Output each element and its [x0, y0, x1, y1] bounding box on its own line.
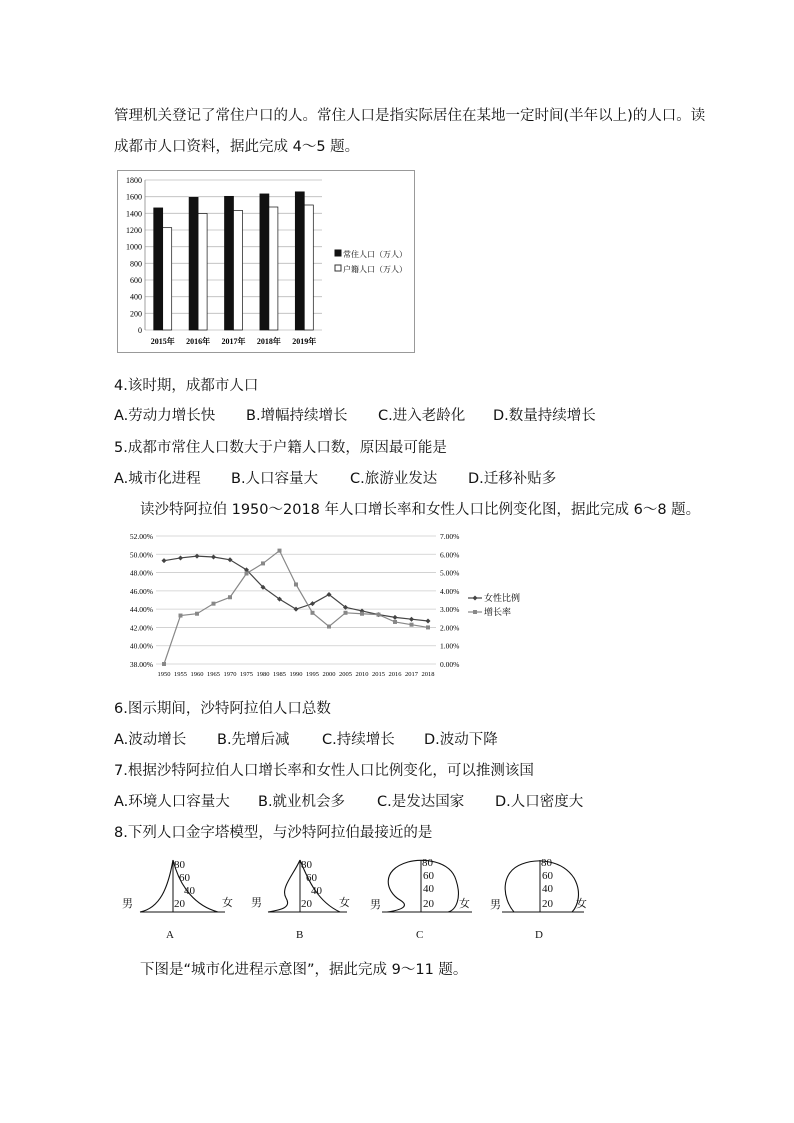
- line-xtick-label: 1975: [240, 671, 253, 678]
- svg-text:60: 60: [542, 870, 553, 882]
- svg-text:80: 80: [422, 857, 433, 869]
- q5-option-b[interactable]: B.人口容量大: [231, 471, 319, 487]
- q4-option-a[interactable]: A.劳动力增长快: [114, 408, 216, 424]
- line-xtick-label: 2000: [322, 671, 336, 678]
- svg-text:80: 80: [174, 859, 185, 871]
- point-growth: [278, 549, 282, 553]
- line-left-tick-label: 40.00%: [129, 641, 153, 651]
- q6-option-c[interactable]: C.持续增长: [322, 732, 395, 748]
- line-left-tick-label: 44.00%: [129, 605, 153, 615]
- legend-label-growth: 增长率: [484, 607, 512, 617]
- bar-registered: [269, 207, 278, 330]
- bar-ytick-label: 1800: [126, 176, 142, 185]
- line-right-tick-label: 0.00%: [440, 660, 460, 669]
- point-female: [211, 555, 216, 560]
- intro-line-2: 成都市人口资料，据此完成 4～5 题。: [114, 139, 360, 155]
- pyramid-d-female: 女: [576, 898, 587, 910]
- bar-resident: [260, 194, 269, 330]
- bar-ytick-label: 1000: [126, 242, 142, 252]
- line-right-tick-label: 6.00%: [440, 550, 460, 560]
- point-growth: [162, 662, 166, 666]
- svg-text:80: 80: [301, 859, 312, 871]
- line-xtick-label: 1965: [207, 671, 220, 678]
- point-growth: [426, 625, 430, 629]
- point-female: [178, 555, 183, 560]
- intro-line-1: 管理机关登记了常住户口的人。常住人口是指实际居住在某地一定时间(半年以上)的人口。读: [114, 108, 706, 124]
- point-growth: [360, 612, 364, 616]
- line-xtick-label: 2015: [372, 671, 385, 678]
- bar-registered: [234, 210, 243, 330]
- q5-option-d[interactable]: D.迁移补贴多: [468, 471, 557, 487]
- bar-registered: [198, 214, 207, 331]
- svg-text:40: 40: [184, 885, 195, 897]
- point-female: [426, 619, 431, 624]
- bar-xtick-label: 2017年: [221, 337, 246, 346]
- pyramid-b-male: 男: [251, 897, 262, 909]
- pyramid-d-male: 男: [490, 899, 501, 911]
- q7-option-a[interactable]: A.环境人口容量大: [114, 794, 230, 810]
- bar-ytick-label: 1400: [126, 209, 142, 219]
- pyramid-d-label: D: [535, 929, 543, 941]
- svg-text:40: 40: [542, 883, 553, 895]
- pyramid-a-male: 男: [122, 898, 133, 910]
- line-left-tick-label: 42.00%: [129, 623, 153, 633]
- point-growth: [212, 602, 216, 606]
- pyramid-a: [122, 859, 233, 941]
- svg-text:20: 20: [174, 898, 185, 910]
- bar-registered: [304, 205, 313, 330]
- legend-marker-growth: [473, 610, 477, 614]
- point-growth: [311, 611, 315, 615]
- legend-marker-female: [473, 596, 478, 601]
- q7-option-c[interactable]: C.是发达国家: [377, 794, 465, 810]
- line-left-tick-label: 50.00%: [129, 550, 153, 560]
- line-xtick-label: 1985: [273, 671, 286, 678]
- bar-ytick-label: 1200: [126, 226, 142, 235]
- line-xtick-label: 2017: [405, 671, 418, 678]
- svg-text:80: 80: [541, 857, 552, 869]
- svg-text:60: 60: [306, 872, 317, 884]
- line-left-tick-label: 46.00%: [129, 586, 153, 596]
- pyramid-b-female: 女: [339, 897, 350, 909]
- bar-resident: [295, 192, 304, 330]
- pyramid-c: [370, 857, 472, 941]
- bar-ytick-label: 200: [130, 309, 142, 319]
- bar-xtick-label: 2016年: [186, 337, 211, 346]
- line-right-tick-label: 7.00%: [440, 532, 460, 541]
- bar-resident: [189, 197, 198, 330]
- line-right-tick-label: 1.00%: [440, 641, 460, 651]
- pyramid-a-label: A: [166, 929, 174, 941]
- svg-text:60: 60: [179, 872, 190, 884]
- point-female: [393, 615, 398, 620]
- q6-option-d[interactable]: D.波动下降: [424, 732, 498, 748]
- point-growth: [228, 595, 232, 599]
- q5-option-a[interactable]: A.城市化进程: [114, 471, 201, 487]
- line-xtick-label: 1950: [157, 671, 171, 678]
- pyramid-c-label: C: [416, 929, 424, 941]
- point-growth: [294, 582, 298, 586]
- line-left-tick-label: 48.00%: [129, 568, 153, 578]
- q7-stem: 7.根据沙特阿拉伯人口增长率和女性人口比例变化，可以推测该国: [114, 763, 534, 779]
- q7-option-b[interactable]: B.就业机会多: [258, 794, 346, 810]
- line-xtick-label: 2010: [355, 671, 369, 678]
- svg-text:60: 60: [423, 870, 434, 882]
- line-right-tick-label: 4.00%: [440, 586, 460, 596]
- line-left-tick-label: 38.00%: [129, 660, 153, 669]
- pyramid-c-female: 女: [459, 898, 470, 910]
- line-xtick-label: 1955: [174, 671, 187, 678]
- bar-xtick-label: 2015年: [150, 337, 175, 346]
- bar-xtick-label: 2018年: [256, 337, 281, 346]
- point-growth: [393, 620, 397, 624]
- bar-resident: [225, 196, 234, 330]
- q4-stem: 4.该时期，成都市人口: [114, 378, 259, 394]
- q6-option-b[interactable]: B.先增后减: [217, 732, 290, 748]
- legend-label-female: 女性比例: [484, 593, 521, 603]
- bar-ytick-label: 400: [130, 292, 142, 302]
- legend-swatch-resident: [335, 250, 341, 256]
- point-growth: [195, 612, 199, 616]
- bar-ytick-label: 600: [130, 276, 142, 285]
- line-right-tick-label: 2.00%: [440, 623, 460, 633]
- svg-text:20: 20: [542, 898, 553, 910]
- legend-label-registered: 户籍人口（万人）: [343, 265, 407, 274]
- line-xtick-label: 1970: [223, 671, 237, 678]
- line-xtick-label: 2005: [339, 671, 352, 678]
- q5-stem: 5.成都市常住人口数大于户籍人口数，原因最可能是: [114, 440, 447, 456]
- line-right-tick-label: 3.00%: [440, 605, 460, 615]
- legend-label-resident: 常住人口（万人）: [343, 250, 407, 259]
- svg-text:40: 40: [311, 885, 322, 897]
- svg-text:40: 40: [423, 883, 434, 895]
- point-growth: [327, 625, 331, 629]
- intro-saudi: 读沙特阿拉伯 1950～2018 年人口增长率和女性人口比例变化图，据此完成 6～8 题。: [140, 502, 701, 518]
- point-female: [162, 558, 167, 563]
- point-female: [310, 601, 315, 606]
- line-right-tick-label: 5.00%: [440, 568, 460, 578]
- line-left-tick-label: 52.00%: [129, 532, 153, 541]
- q8-stem: 8.下列人口金字塔模型，与沙特阿拉伯最接近的是: [114, 825, 433, 841]
- point-growth: [179, 614, 183, 618]
- point-growth: [377, 613, 381, 617]
- line-xtick-label: 1980: [256, 671, 270, 678]
- line-xtick-label: 2018: [421, 671, 435, 678]
- line-xtick-label: 2016: [388, 671, 402, 678]
- line-xtick-label: 1990: [289, 671, 303, 678]
- line-xtick-label: 1995: [306, 671, 319, 678]
- bar-ytick-label: 800: [130, 259, 142, 269]
- bar-resident: [154, 208, 163, 330]
- q6-option-a[interactable]: A.波动增长: [114, 732, 187, 748]
- bar-registered: [163, 228, 172, 330]
- q5-option-c[interactable]: C.旅游业发达: [350, 471, 438, 487]
- point-growth: [344, 611, 348, 615]
- legend-swatch-registered: [335, 265, 341, 271]
- pyramid-a-female: 女: [222, 897, 233, 909]
- point-female: [409, 617, 414, 622]
- pyramid-b-label: B: [296, 929, 304, 941]
- population-pyramids: [110, 850, 600, 950]
- pyramid-b: [251, 859, 350, 941]
- svg-text:20: 20: [423, 898, 434, 910]
- bar-xtick-label: 2019年: [292, 337, 317, 346]
- bar-ytick-label: 1600: [126, 192, 142, 202]
- point-growth: [245, 571, 249, 575]
- bar-ytick-label: 0: [138, 326, 142, 335]
- saudi-population-line-chart: [114, 528, 644, 683]
- line-legend: [468, 592, 520, 617]
- point-growth: [410, 623, 414, 627]
- intro-urbanization: 下图是“城市化进程示意图”，据此完成 9～11 题。: [140, 962, 468, 978]
- q4-option-b[interactable]: B.增幅持续增长: [246, 408, 348, 424]
- pyramid-c-male: 男: [370, 899, 381, 911]
- point-growth: [261, 561, 265, 565]
- svg-text:20: 20: [301, 898, 312, 910]
- pyramid-d: [490, 857, 587, 941]
- q7-option-d[interactable]: D.人口密度大: [495, 794, 584, 810]
- q4-option-d[interactable]: D.数量持续增长: [493, 408, 596, 424]
- q4-option-c[interactable]: C.进入老龄化: [378, 408, 466, 424]
- q6-stem: 6.图示期间，沙特阿拉伯人口总数: [114, 701, 331, 717]
- chengdu-population-bar-chart: [117, 170, 415, 353]
- line-xtick-label: 1960: [190, 671, 204, 678]
